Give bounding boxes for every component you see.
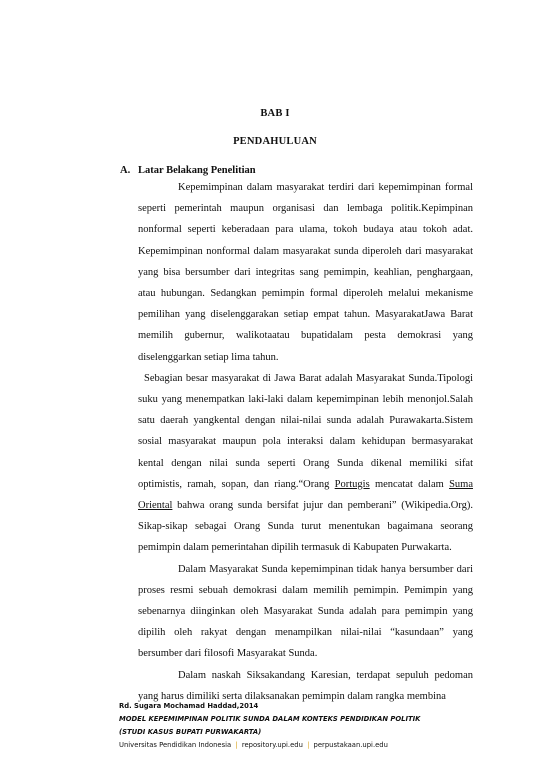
footer-author: Rd. Sugara Mochamad Haddad,2014 (119, 702, 259, 710)
footer-institution-line (119, 739, 539, 752)
page-footer (119, 700, 539, 752)
suma-oriental-link[interactable]: Suma Oriental (138, 478, 473, 512)
footer-university: Universitas Pendidikan Indonesia (119, 741, 232, 749)
footer-title-line-2: (STUDI KASUS BUPATI PURWAKARTA) (119, 728, 262, 736)
portugis-link[interactable]: Portugis (334, 478, 370, 490)
section-letter: A. (120, 165, 131, 176)
footer-separator: | (307, 741, 310, 749)
paragraph-2-text-b: mencatat dalam (369, 478, 450, 490)
paragraph-4: Dalam naskah Siksakandang Karesian, terdapat sepuluh pedoman yang harus dimiliki serta dilaksanakan pemimpin dalam rangka membina (138, 669, 473, 702)
section-title: Latar Belakang Penelitian (138, 165, 256, 176)
paragraph-2 (138, 368, 473, 559)
footer-title-line-1: MODEL KEPEMIMPINAN POLITIK SUNDA DALAM KONTEKS PENDIDIKAN POLITIK (119, 715, 421, 723)
paragraph-2-text-a: Sebagian besar masyarakat di Jawa Barat adalah Masyarakat Sunda.Tipologi suku yang menempatkan laki-laki dalam kepemimpinan lebih menonjol.Salah satu daerah yangkental dengan nilai-nilai sunda adalah Purawakarta.Sistem sosial masyarakat maupun pola interaksi dalam kehidupan bermasyarakat kental dengan nilai sunda seperti Orang Sunda dikenal memiliki sifat optimistis, ramah, sopan, dan riang.“Orang (138, 372, 473, 490)
footer-library-link[interactable]: perpustakaan.upi.edu (313, 741, 388, 749)
paragraph-2-text-c: bahwa orang sunda bersifat jujur dan pemberani” (Wikipedia.Org). Sikap-sikap sebagai Orang Sunda turut menentukan bagaimana seorang pemimpin dalam pemerintahan dipilih termasuk di Kabupaten Purwakarta. (138, 500, 473, 554)
paragraph-3: Dalam Masyarakat Sunda kepemimpinan tidak hanya bersumber dari proses resmi sebuah demokrasi dalam memilih pemimpin. Pemimpin yang sebenarnya diinginkan oleh Masyarakat Sunda adalah para pemimpin yang dipilih oleh rakyat dengan menampilkan nilai-nilai “kasundaan” yang bersumber dari filosofi Masyarakat Sunda. (138, 563, 473, 660)
body-text (138, 177, 473, 707)
chapter-heading: BAB I (260, 108, 290, 119)
paragraph-1: Kepemimpinan dalam masyarakat terdiri dari kepemimpinan formal seperti pemerintah maupun organisasi dan lembaga politik.Kepimpinan nonformal seperti keberadaan para ulama, tokoh budaya atau tokoh adat. Kepemimpinan nonformal dalam masyarakat sunda diperoleh dari masyarakat yang bisa bersumber dari integritas sang pemimpin, keahlian, penghargaan, atau hubungan. Sedangkan pemimpin formal diperoleh melalui mekanisme pemilihan yang diselenggarakan setiap empat tahun. MasyarakatJawa Barat memilih gubernur, walikotaatau bupatidalam pesta demokrasi yang diselenggarkan setiap lima tahun. (138, 182, 473, 363)
section-heading (120, 165, 256, 176)
chapter-title: PENDAHULUAN (233, 136, 317, 147)
footer-separator: | (235, 741, 238, 749)
footer-repository-link[interactable]: repository.upi.edu (241, 741, 303, 749)
